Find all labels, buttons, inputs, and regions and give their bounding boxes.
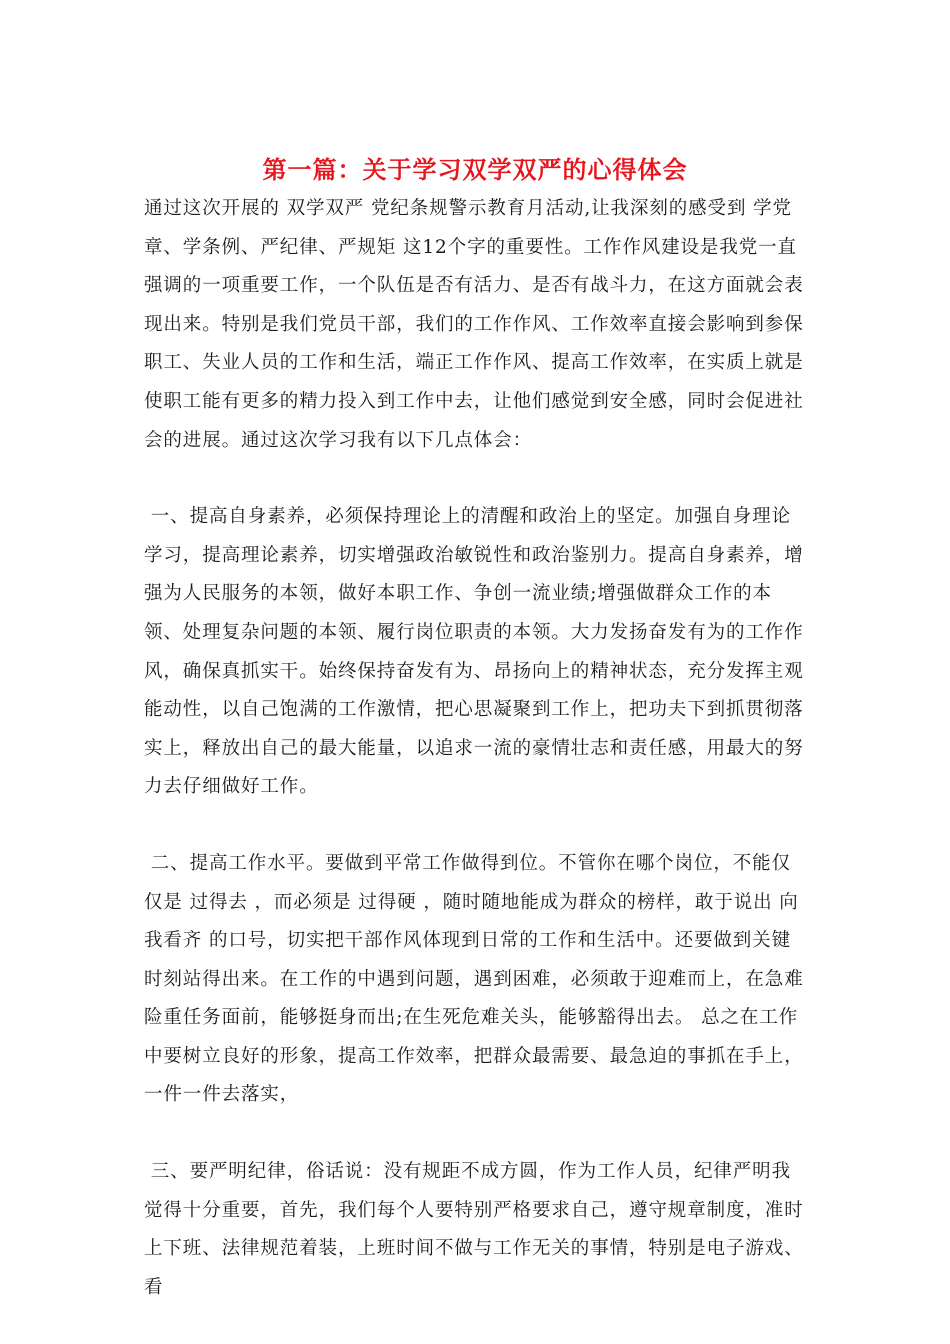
paragraph-spacer — [144, 1115, 808, 1153]
paragraph-point-three: 三、要严明纪律，俗话说：没有规距不成方圆，作为工作人员，纪律严明我觉得十分重要，首先，我们每个人要特别严格要求自己，遵守规章制度，准时上下班、法律规范着装，上班时间不做与工作无关的事情，特别是电子游戏、看 — [144, 1161, 804, 1298]
paragraph-intro: 通过这次开展的 双学双严 党纪条规警示教育月活动,让我深刻的感受到 学党章、学条例、严纪律、严规矩 这12个字的重要性。工作作风建设是我党一直强调的一项重要工作，一个队伍是否有活力、是否有战斗力，在这方面就会表现出来。特别是我们党员干部，我们的工作作风、工作效率直接会影响到参保职工、失业人员的工作和生活，端正工作作风、提高工作效率，在实质上就是使职工能有更多的精力投入到工作中去，让他们感觉到安全感，同时会促进社会的进展。通过这次学习我有以下几点体会： — [144, 198, 804, 451]
paragraph-point-two: 二、提高工作水平。要做到平常工作做得到位。不管你在哪个岗位，不能仅仅是 过得去 ，而必须是 过得硬 ，随时随地能成为群众的榜样，敢于说出 向我看齐 的口号，切实把干部作风体现到日常的工作和生活中。还要做到关键时刻站得出来。在工作的中遇到问题，遇到困难，必须敢于迎难而上，在急难险重任务面前，能够挺身而出;在生死危难关头，能够豁得出去。 总之在工作中要树立良好的形象，提高工作效率，把群众最需要、最急迫的事抓在手上，一件一件去落实， — [144, 852, 804, 1106]
paragraph-spacer — [144, 807, 808, 845]
document-title: 第一篇：关于学习双学双严的心得体会 — [262, 156, 688, 184]
paragraph-spacer — [144, 460, 808, 498]
paragraph-point-one: 一、提高自身素养，必须保持理论上的清醒和政治上的坚定。加强自身理论学习，提高理论素养，切实增强政治敏锐性和政治鉴别力。提高自身素养，增强为人民服务的本领，做好本职工作、争创一流业绩;增强做群众工作的本领、处理复杂问题的本领、履行岗位职责的本领。大力发扬奋发有为的工作作风，确保真抓实干。始终保持奋发有为、昂扬向上的精神状态，充分发挥主观能动性，以自己饱满的工作激情，把心思凝聚到工作上，把功夫下到抓贯彻落实上，释放出自己的最大能量，以追求一流的豪情壮志和责任感，用最大的努力去仔细做好工作。 — [144, 506, 804, 798]
document-body — [144, 190, 808, 1307]
